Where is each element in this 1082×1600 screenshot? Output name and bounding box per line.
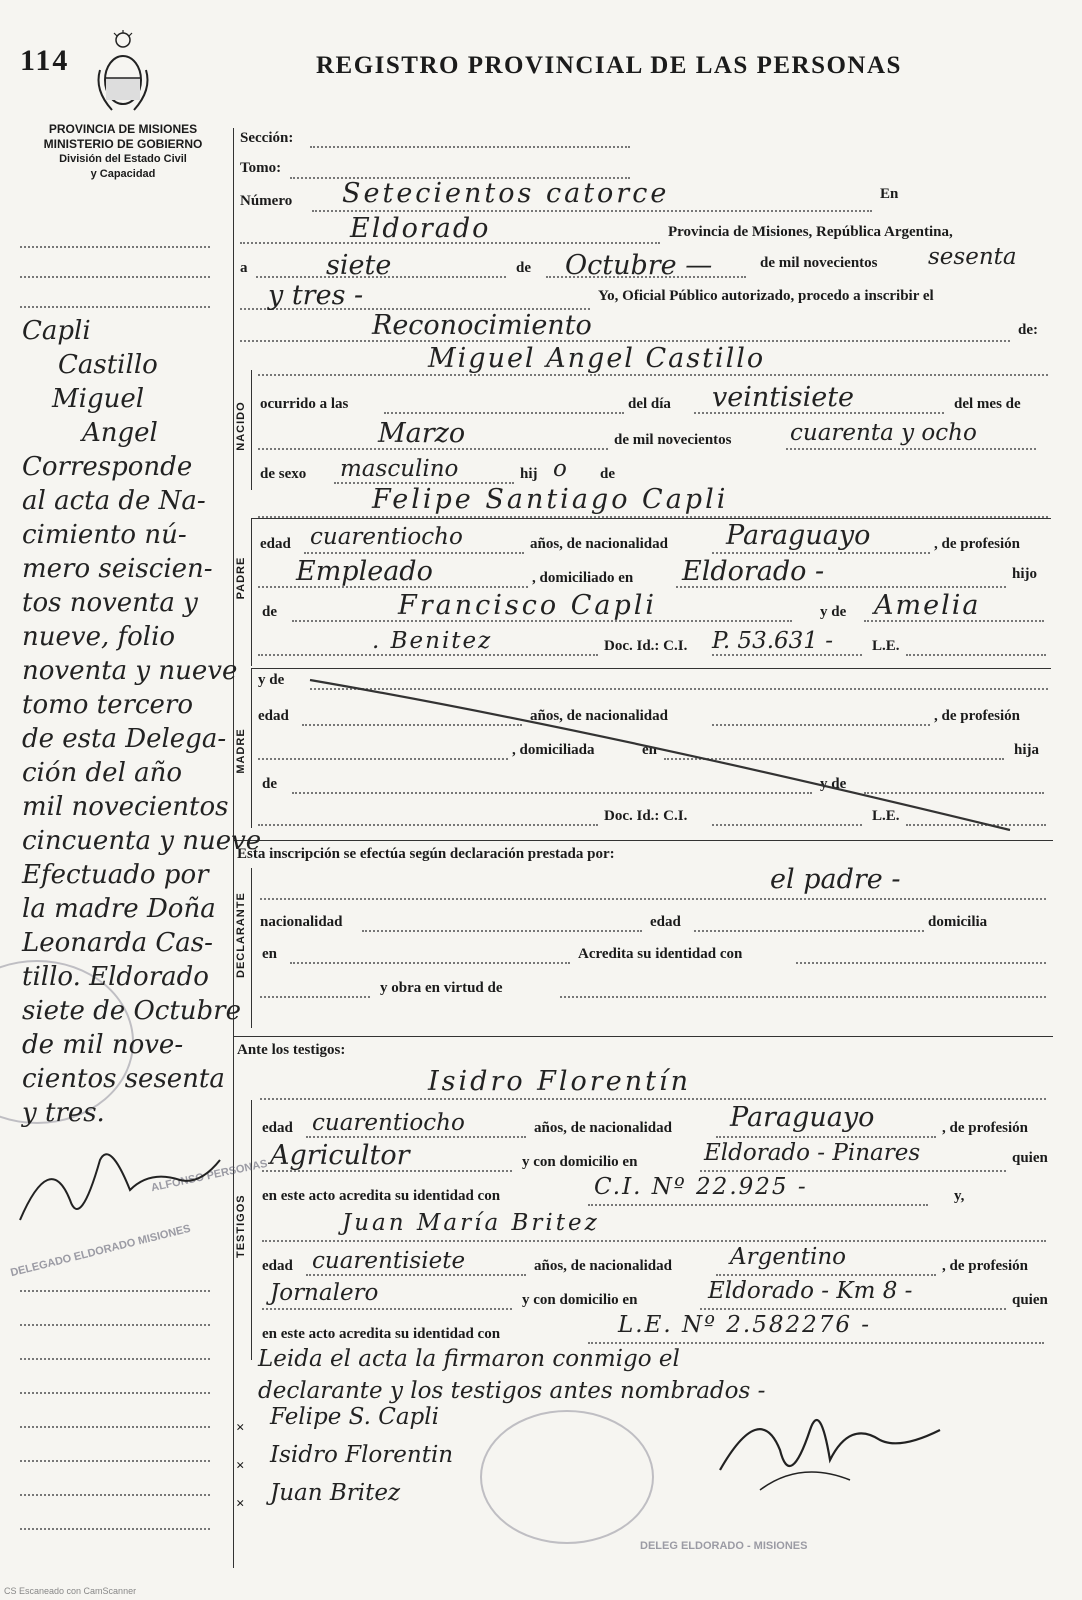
testigo1-edad: cuarentiocho bbox=[312, 1110, 465, 1136]
madre-cross-out bbox=[250, 670, 1050, 840]
abuela-paterna-nombre: Amelia bbox=[874, 590, 981, 621]
madre-y-de-label: y de bbox=[258, 672, 285, 688]
acredita-identidad-label: Acredita su identidad con bbox=[578, 946, 743, 962]
localidad-value: Eldorado bbox=[350, 213, 491, 244]
stamp-text-left-2: DELEGADO ELDORADO MISIONES bbox=[9, 1222, 192, 1280]
nacido-nombre: Miguel Angel Castillo bbox=[428, 343, 766, 374]
margin-line-22: de mil nove- bbox=[22, 1030, 184, 1060]
padre-edad: cuarentiocho bbox=[310, 524, 463, 550]
declarante-edad-label: edad bbox=[650, 914, 681, 930]
de-sexo-label: de sexo bbox=[260, 466, 307, 482]
madre-profesion-label: , de profesión bbox=[934, 708, 1020, 724]
hija-label: hija bbox=[1014, 742, 1040, 758]
margin-line-9: tos noventa y bbox=[22, 588, 198, 618]
divider-after-madre bbox=[233, 840, 1053, 841]
madre-doc-label: Doc. Id.: C.I. bbox=[604, 808, 688, 824]
padre-domicilio-label: , domiciliado en bbox=[532, 570, 634, 586]
mil-novecientos-label-2: de mil novecientos bbox=[614, 432, 732, 448]
divider-after-declarante bbox=[233, 1036, 1053, 1037]
padre-nombre: Felipe Santiago Capli bbox=[372, 484, 729, 515]
provincia-text: Provincia de Misiones, República Argentina, bbox=[668, 224, 953, 240]
division-name-2: y Capacidad bbox=[90, 168, 156, 180]
margin-line-19: Leonarda Cas- bbox=[22, 928, 213, 958]
madre-domiciliada-label: , domiciliada bbox=[512, 742, 595, 758]
seccion-label: Sección: bbox=[240, 130, 294, 146]
margin-line-21: siete de Octubre bbox=[22, 996, 241, 1026]
firma-padre: Felipe S. Capli bbox=[270, 1404, 439, 1430]
section-label-madre: MADRE bbox=[235, 728, 247, 774]
stamp-text-left-1: ALFONSO PERSONAS bbox=[150, 1157, 269, 1195]
margin-line-7: cimiento nú- bbox=[22, 520, 187, 550]
padre-bracket bbox=[251, 518, 252, 666]
acto-tipo-value: Reconocimiento bbox=[372, 310, 592, 341]
a-label: a bbox=[240, 260, 248, 276]
section-label-declarante: DECLARANTE bbox=[235, 892, 247, 978]
margin-line-14: ción del año bbox=[22, 758, 183, 788]
margin-line-23: cientos sesenta bbox=[22, 1064, 225, 1094]
padre-domicilio: Eldorado - bbox=[682, 556, 825, 587]
testigo1-domicilio: Eldorado - Pinares bbox=[704, 1140, 921, 1166]
margin-line-11: noventa y nueve bbox=[22, 656, 238, 686]
margin-line-15: mil novecientos bbox=[22, 792, 229, 822]
anio-value-2: y tres - bbox=[268, 280, 364, 311]
signature-mark-2: × bbox=[236, 1458, 245, 1474]
de-label: de bbox=[516, 260, 531, 276]
margin-line-12: tomo tercero bbox=[22, 690, 193, 720]
official-seal-right bbox=[480, 1410, 654, 1544]
padre-edad-label: edad bbox=[260, 536, 291, 552]
padre-de-label: de bbox=[262, 604, 277, 620]
margin-line-20: tillo. Eldorado bbox=[22, 962, 209, 992]
testigo2-profesion: Jornalero bbox=[270, 1280, 379, 1306]
testigo2-acredita-label: en este acto acredita su identidad con bbox=[262, 1326, 501, 1342]
scanner-watermark: CS Escaneado con CamScanner bbox=[4, 1586, 137, 1596]
testigo2-profesion-label: , de profesión bbox=[942, 1258, 1028, 1274]
margin-signature-icon bbox=[10, 1130, 230, 1240]
margin-line-13: de esta Delega- bbox=[22, 724, 227, 754]
del-mes-label: del mes de bbox=[954, 396, 1021, 412]
declaracion-text: Esta inscripción se efectúa según declaración prestada por: bbox=[237, 846, 615, 862]
document-title: REGISTRO PROVINCIAL DE LAS PERSONAS bbox=[316, 52, 902, 79]
issuing-authority bbox=[28, 122, 218, 182]
division-name: División del Estado Civil bbox=[59, 153, 187, 165]
padre-doc: P. 53.631 - bbox=[712, 628, 833, 654]
dia-value: siete bbox=[326, 250, 392, 281]
numero-label: Número bbox=[240, 193, 293, 209]
firma-testigo1: Isidro Florentin bbox=[270, 1442, 454, 1468]
madre-edad-label: edad bbox=[258, 708, 289, 724]
official-signature-icon bbox=[700, 1390, 980, 1510]
declarante-en-label: en bbox=[262, 946, 277, 962]
padre-anios-label: años, de nacionalidad bbox=[530, 536, 668, 552]
testigo1-nombre: Isidro Florentín bbox=[428, 1066, 691, 1097]
testigo2-edad: cuarentisiete bbox=[312, 1248, 466, 1274]
province-name: PROVINCIA DE MISIONES bbox=[48, 122, 198, 136]
testigo2-documento: L.E. Nº 2.582276 - bbox=[618, 1312, 872, 1338]
margin-line-6: al acta de Na- bbox=[22, 486, 206, 516]
padre-le-label: L.E. bbox=[872, 638, 900, 654]
hij-label: hij bbox=[520, 466, 538, 482]
ocurrido-label: ocurrido a las bbox=[260, 396, 349, 412]
del-dia-label: del día bbox=[628, 396, 671, 412]
margin-line-24: y tres. bbox=[22, 1098, 105, 1128]
padre-top-rule bbox=[251, 518, 1051, 519]
margin-line-3: Miguel bbox=[52, 384, 145, 414]
de-label-3: de bbox=[600, 466, 615, 482]
record-number: 114 bbox=[20, 44, 70, 77]
abuela-paterna-apellido: . Benitez bbox=[372, 628, 493, 654]
margin-line-17: Efectuado por bbox=[22, 860, 209, 890]
quien-label: quien bbox=[1012, 1150, 1048, 1166]
ante-testigos-label: Ante los testigos: bbox=[237, 1042, 346, 1058]
testigo2-nombre: Juan María Britez bbox=[342, 1210, 600, 1236]
testigo2-nacionalidad: Argentino bbox=[730, 1244, 847, 1270]
section-label-padre: PADRE bbox=[235, 556, 247, 600]
madre-en-label: en bbox=[642, 742, 657, 758]
testigos-bracket bbox=[251, 1100, 252, 1360]
margin-line-5: Corresponde bbox=[22, 452, 193, 482]
nacido-sexo: masculino bbox=[340, 456, 459, 482]
testigo2-anios-label: años, de nacionalidad bbox=[534, 1258, 672, 1274]
testigo1-nacionalidad: Paraguayo bbox=[730, 1102, 875, 1133]
madre-de-label: de bbox=[262, 776, 277, 792]
testigo1-anios-label: años, de nacionalidad bbox=[534, 1120, 672, 1136]
madre-le-label: L.E. bbox=[872, 808, 900, 824]
numero-value: Setecientos catorce bbox=[342, 178, 670, 209]
testigo1-documento: C.I. Nº 22.925 - bbox=[594, 1174, 808, 1200]
padre-profesion-label: , de profesión bbox=[934, 536, 1020, 552]
padre-profesion: Empleado bbox=[296, 556, 433, 587]
nacido-bracket bbox=[251, 370, 252, 490]
declarante-nacionalidad-label: nacionalidad bbox=[260, 914, 343, 930]
en-label: En bbox=[880, 186, 899, 202]
signature-mark-3: × bbox=[236, 1496, 245, 1512]
firma-testigo2: Juan Britez bbox=[270, 1480, 401, 1506]
margin-line-4: Angel bbox=[82, 418, 158, 448]
mes-value: Octubre — bbox=[565, 250, 713, 281]
nacido-dia: veintisiete bbox=[712, 382, 855, 413]
nacido-anio: cuarenta y ocho bbox=[790, 420, 977, 446]
margin-line-2: Castillo bbox=[58, 350, 158, 380]
obra-en-virtud-label: y obra en virtud de bbox=[380, 980, 503, 996]
cierre-linea-1: Leida el acta la firmaron conmigo el bbox=[258, 1346, 680, 1372]
padre-doc-label: Doc. Id.: C.I. bbox=[604, 638, 688, 654]
y-de-label: y de bbox=[820, 604, 847, 620]
testigo1-acredita-label: en este acto acredita su identidad con bbox=[262, 1188, 501, 1204]
nacido-mes: Marzo bbox=[378, 418, 466, 449]
testigo2-edad-label: edad bbox=[262, 1258, 293, 1274]
mil-novecientos-label: de mil novecientos bbox=[760, 255, 878, 271]
testigo1-domicilio-label: y con domicilio en bbox=[522, 1154, 638, 1170]
cierre-linea-2: declarante y los testigos antes nombrados - bbox=[258, 1378, 766, 1404]
section-label-nacido: NACIDO bbox=[235, 401, 247, 451]
signature-mark-1: × bbox=[236, 1420, 245, 1436]
declarante-value: el padre - bbox=[770, 864, 901, 895]
declarante-domicilia-label: domicilia bbox=[928, 914, 988, 930]
de-label-2: de: bbox=[1018, 322, 1038, 338]
section-label-testigos: TESTIGOS bbox=[235, 1194, 247, 1258]
testigo1-profesion-label: , de profesión bbox=[942, 1120, 1028, 1136]
madre-anios-label: años, de nacionalidad bbox=[530, 708, 668, 724]
madre-y-de-label-2: y de bbox=[820, 776, 847, 792]
margin-line-10: nueve, folio bbox=[22, 622, 176, 652]
testigo1-edad-label: edad bbox=[262, 1120, 293, 1136]
hijo-sufijo: o bbox=[553, 456, 567, 482]
declarante-bracket bbox=[251, 868, 252, 1028]
national-coat-of-arms-icon bbox=[92, 30, 154, 116]
quien-label-2: quien bbox=[1012, 1292, 1048, 1308]
testigo2-domicilio: Eldorado - Km 8 - bbox=[708, 1278, 913, 1304]
madre-top-rule bbox=[251, 668, 1051, 669]
hijo-label: hijo bbox=[1012, 566, 1038, 582]
abuelo-paterno: Francisco Capli bbox=[398, 590, 658, 621]
testigo1-profesion: Agricultor bbox=[270, 1140, 410, 1171]
margin-line-16: cincuenta y nueve bbox=[22, 826, 262, 856]
y-label: y, bbox=[954, 1188, 965, 1204]
stamp-text-bottom: DELEG ELDORADO - MISIONES bbox=[640, 1540, 808, 1552]
oficial-publico-text: Yo, Oficial Público autorizado, procedo a inscribir el bbox=[598, 288, 934, 304]
margin-line-18: la madre Doña bbox=[22, 894, 216, 924]
tomo-label: Tomo: bbox=[240, 160, 282, 176]
ministry-name: MINISTERIO DE GOBIERNO bbox=[43, 137, 203, 151]
margin-line-1: Capli bbox=[22, 316, 91, 346]
padre-nacionalidad: Paraguayo bbox=[726, 520, 871, 551]
margin-line-8: mero seiscien- bbox=[22, 554, 213, 584]
anio-value-1: sesenta bbox=[928, 244, 1017, 270]
testigo2-domicilio-label: y con domicilio en bbox=[522, 1292, 638, 1308]
